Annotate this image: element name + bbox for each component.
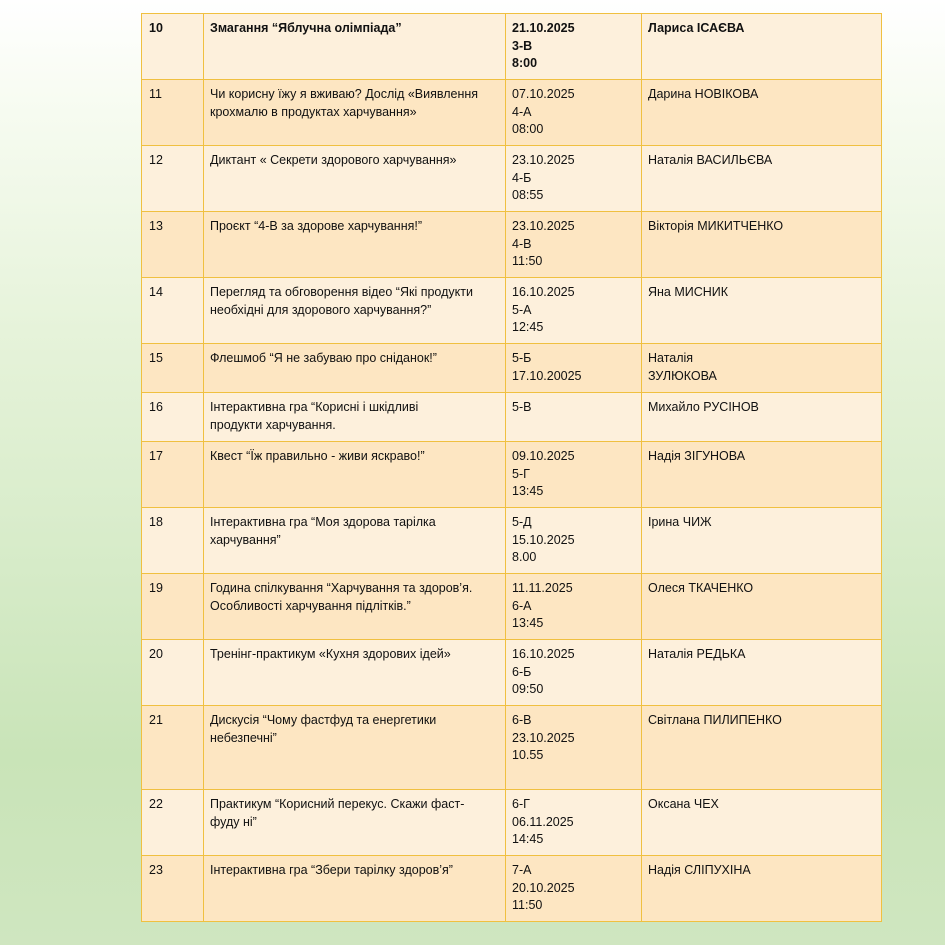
event-name-cell xyxy=(204,80,506,146)
event-name-cell-line: Тренінг-практикум «Кухня здорових ідей» xyxy=(210,647,451,661)
event-name-cell-line: Квест “Їж правильно - живи яскраво!” xyxy=(210,449,425,463)
events-table-body xyxy=(142,14,882,922)
date-class-time-cell-line: 5-Б xyxy=(512,351,532,365)
row-number-cell-text: 14 xyxy=(149,285,163,299)
date-class-time-cell-line: 23.10.2025 xyxy=(512,219,575,233)
date-class-time-cell-line: 3-В xyxy=(512,38,533,53)
date-class-time-cell-line: 4-В xyxy=(512,236,532,251)
date-class-time-cell-line: 08:00 xyxy=(512,122,544,136)
row-number-cell-text: 17 xyxy=(149,449,163,463)
responsible-person-cell xyxy=(642,706,882,790)
row-number-cell-text: 22 xyxy=(149,797,163,811)
event-name-cell-line: Інтерактивна гра “Корисні і шкідливі xyxy=(210,400,419,414)
row-number-cell xyxy=(142,856,204,922)
date-class-time-cell xyxy=(506,212,642,278)
event-name-cell-line: Диктант « Секрети здорового харчування» xyxy=(210,153,457,167)
event-name-cell-line: Година спілкування “Харчування та здоров’я. xyxy=(210,581,473,595)
event-name-cell-line: Флешмоб “Я не забуваю про сніданок!” xyxy=(210,351,437,365)
date-class-time-cell-line: 7-А xyxy=(512,863,532,877)
table-row xyxy=(142,146,882,212)
responsible-person-cell-line: Ірина ЧИЖ xyxy=(648,515,712,529)
event-name-cell-line: Дискусія “Чому фастфуд та енергетики xyxy=(210,713,437,727)
date-class-time-cell-line: 4-А xyxy=(512,104,532,119)
date-class-time-cell-line: 4-Б xyxy=(512,170,532,185)
responsible-person-cell xyxy=(642,442,882,508)
table-row xyxy=(142,856,882,922)
date-class-time-cell xyxy=(506,393,642,442)
date-class-time-cell-line: 11:50 xyxy=(512,898,543,912)
date-class-time-cell-line: 8:00 xyxy=(512,56,538,70)
row-number-cell-text: 13 xyxy=(149,219,163,233)
date-class-time-cell-line: 09:50 xyxy=(512,682,544,696)
event-name-cell-line: крохмалю в продуктах харчування» xyxy=(210,104,417,119)
table-row xyxy=(142,790,882,856)
date-class-time-cell xyxy=(506,574,642,640)
date-class-time-cell xyxy=(506,640,642,706)
event-name-cell-line: продукти харчування. xyxy=(210,417,336,432)
event-name-cell-line: Проєкт “4-В за здорове харчування!” xyxy=(210,219,423,233)
responsible-person-cell xyxy=(642,212,882,278)
event-name-cell xyxy=(204,508,506,574)
table-row xyxy=(142,344,882,393)
date-class-time-cell-line: 16.10.2025 xyxy=(512,285,575,299)
table-row xyxy=(142,80,882,146)
responsible-person-cell-line: Наталія РЕДЬКА xyxy=(648,647,746,661)
row-number-cell xyxy=(142,442,204,508)
date-class-time-cell-line: 15.10.2025 xyxy=(512,532,575,547)
responsible-person-cell xyxy=(642,14,882,80)
responsible-person-cell xyxy=(642,856,882,922)
date-class-time-cell xyxy=(506,278,642,344)
events-table-container xyxy=(141,13,881,922)
row-number-cell-text: 23 xyxy=(149,863,163,877)
row-number-cell xyxy=(142,706,204,790)
event-name-cell xyxy=(204,442,506,508)
date-class-time-cell-line: 06.11.2025 xyxy=(512,814,574,829)
event-name-cell xyxy=(204,278,506,344)
row-number-cell xyxy=(142,393,204,442)
date-class-time-cell-line: 5-В xyxy=(512,400,532,414)
responsible-person-cell xyxy=(642,278,882,344)
row-number-cell-text: 16 xyxy=(149,400,163,414)
row-number-cell-text: 21 xyxy=(149,713,163,727)
event-name-cell-line: Практикум “Корисний перекус. Скажи фаст- xyxy=(210,797,465,811)
date-class-time-cell-line: 16.10.2025 xyxy=(512,647,575,661)
date-class-time-cell xyxy=(506,146,642,212)
table-row xyxy=(142,508,882,574)
responsible-person-cell xyxy=(642,790,882,856)
row-number-cell xyxy=(142,640,204,706)
row-number-cell xyxy=(142,790,204,856)
table-row xyxy=(142,706,882,790)
date-class-time-cell-line: 20.10.2025 xyxy=(512,880,575,895)
responsible-person-cell xyxy=(642,393,882,442)
date-class-time-cell-line: 5-А xyxy=(512,302,532,317)
date-class-time-cell-line: 10.55 xyxy=(512,748,544,762)
event-name-cell-line: Чи корисну їжу я вживаю? Дослід «Виявлення xyxy=(210,87,479,101)
responsible-person-cell xyxy=(642,640,882,706)
table-row xyxy=(142,574,882,640)
events-table xyxy=(141,13,882,922)
date-class-time-cell-line: 6-Г xyxy=(512,797,530,811)
event-name-cell xyxy=(204,856,506,922)
event-name-cell xyxy=(204,344,506,393)
responsible-person-cell-line: Світлана ПИЛИПЕНКО xyxy=(648,713,782,727)
date-class-time-cell-line: 11:50 xyxy=(512,254,543,268)
event-name-cell-line: Особливості харчування підлітків.” xyxy=(210,598,411,613)
row-number-cell xyxy=(142,344,204,393)
event-name-cell-line: небезпечні” xyxy=(210,730,277,745)
date-class-time-cell-line: 23.10.2025 xyxy=(512,153,575,167)
date-class-time-cell-line: 8.00 xyxy=(512,550,537,564)
table-row xyxy=(142,442,882,508)
row-number-cell xyxy=(142,574,204,640)
responsible-person-cell-line: Надія ЗІГУНОВА xyxy=(648,449,746,463)
row-number-cell xyxy=(142,508,204,574)
date-class-time-cell-line: 5-Г xyxy=(512,466,530,481)
table-row xyxy=(142,14,882,80)
responsible-person-cell-line: Яна МИСНИК xyxy=(648,285,729,299)
responsible-person-cell-line: Наталія xyxy=(648,351,694,365)
event-name-cell-line: харчування” xyxy=(210,532,281,547)
event-name-cell-line: Перегляд та обговорення відео “Які продукти xyxy=(210,285,473,299)
row-number-cell-text: 11 xyxy=(149,87,162,101)
responsible-person-cell xyxy=(642,508,882,574)
row-number-cell xyxy=(142,212,204,278)
date-class-time-cell xyxy=(506,344,642,393)
date-class-time-cell xyxy=(506,706,642,790)
date-class-time-cell xyxy=(506,790,642,856)
responsible-person-cell-line: Оксана ЧЕХ xyxy=(648,797,719,811)
row-number-cell xyxy=(142,146,204,212)
date-class-time-cell-line: 23.10.2025 xyxy=(512,730,575,745)
table-row xyxy=(142,640,882,706)
date-class-time-cell xyxy=(506,856,642,922)
responsible-person-cell xyxy=(642,574,882,640)
row-number-cell-text: 15 xyxy=(149,351,163,365)
event-name-cell xyxy=(204,393,506,442)
event-name-cell xyxy=(204,14,506,80)
responsible-person-cell xyxy=(642,146,882,212)
table-row xyxy=(142,278,882,344)
date-class-time-cell-line: 6-В xyxy=(512,713,532,727)
event-name-cell xyxy=(204,790,506,856)
event-name-cell-line: Змагання “Яблучна олімпіада” xyxy=(210,21,402,35)
row-number-cell-text: 12 xyxy=(149,153,163,167)
responsible-person-cell-line: Олеся ТКАЧЕНКО xyxy=(648,581,754,595)
responsible-person-cell-line: Наталія ВАСИЛЬЄВА xyxy=(648,153,773,167)
date-class-time-cell xyxy=(506,14,642,80)
row-number-cell-text: 18 xyxy=(149,515,163,529)
date-class-time-cell-line: 6-А xyxy=(512,598,532,613)
date-class-time-cell-line: 6-Б xyxy=(512,664,532,679)
row-number-cell-text: 19 xyxy=(149,581,163,595)
responsible-person-cell-line: Надія СЛІПУХІНА xyxy=(648,863,751,877)
event-name-cell-line: Інтерактивна гра “Збери тарілку здоров’я” xyxy=(210,863,453,877)
table-row xyxy=(142,212,882,278)
row-number-cell-text: 20 xyxy=(149,647,163,661)
responsible-person-cell-line: Вікторія МИКИТЧЕНКО xyxy=(648,219,784,233)
date-class-time-cell xyxy=(506,442,642,508)
date-class-time-cell-line: 09.10.2025 xyxy=(512,449,575,463)
responsible-person-cell xyxy=(642,344,882,393)
event-name-cell-line: необхідні для здорового харчування?” xyxy=(210,302,432,317)
date-class-time-cell xyxy=(506,508,642,574)
event-name-cell-line: Інтерактивна гра “Моя здорова тарілка xyxy=(210,515,436,529)
date-class-time-cell-line: 21.10.2025 xyxy=(512,21,575,35)
date-class-time-cell-line: 17.10.20025 xyxy=(512,368,582,383)
responsible-person-cell-line: Лариса ІСАЄВА xyxy=(648,21,745,35)
date-class-time-cell-line: 11.11.2025 xyxy=(512,581,573,595)
date-class-time-cell-line: 14:45 xyxy=(512,832,544,846)
date-class-time-cell xyxy=(506,80,642,146)
event-name-cell xyxy=(204,146,506,212)
date-class-time-cell-line: 08:55 xyxy=(512,188,544,202)
event-name-cell-line: фуду ні” xyxy=(210,814,257,829)
date-class-time-cell-line: 13:45 xyxy=(512,484,544,498)
row-number-cell xyxy=(142,278,204,344)
row-number-cell-text: 10 xyxy=(149,21,163,35)
event-name-cell xyxy=(204,706,506,790)
date-class-time-cell-line: 13:45 xyxy=(512,616,544,630)
date-class-time-cell-line: 12:45 xyxy=(512,320,544,334)
event-name-cell xyxy=(204,212,506,278)
date-class-time-cell-line: 5-Д xyxy=(512,515,532,529)
row-number-cell xyxy=(142,14,204,80)
responsible-person-cell-line: Дарина НОВІКОВА xyxy=(648,87,759,101)
event-name-cell xyxy=(204,574,506,640)
row-number-cell xyxy=(142,80,204,146)
table-row xyxy=(142,393,882,442)
responsible-person-cell-line: ЗУЛЮКОВА xyxy=(648,368,717,383)
date-class-time-cell-line: 07.10.2025 xyxy=(512,87,575,101)
responsible-person-cell-line: Михайло РУСІНОВ xyxy=(648,400,759,414)
responsible-person-cell xyxy=(642,80,882,146)
event-name-cell xyxy=(204,640,506,706)
